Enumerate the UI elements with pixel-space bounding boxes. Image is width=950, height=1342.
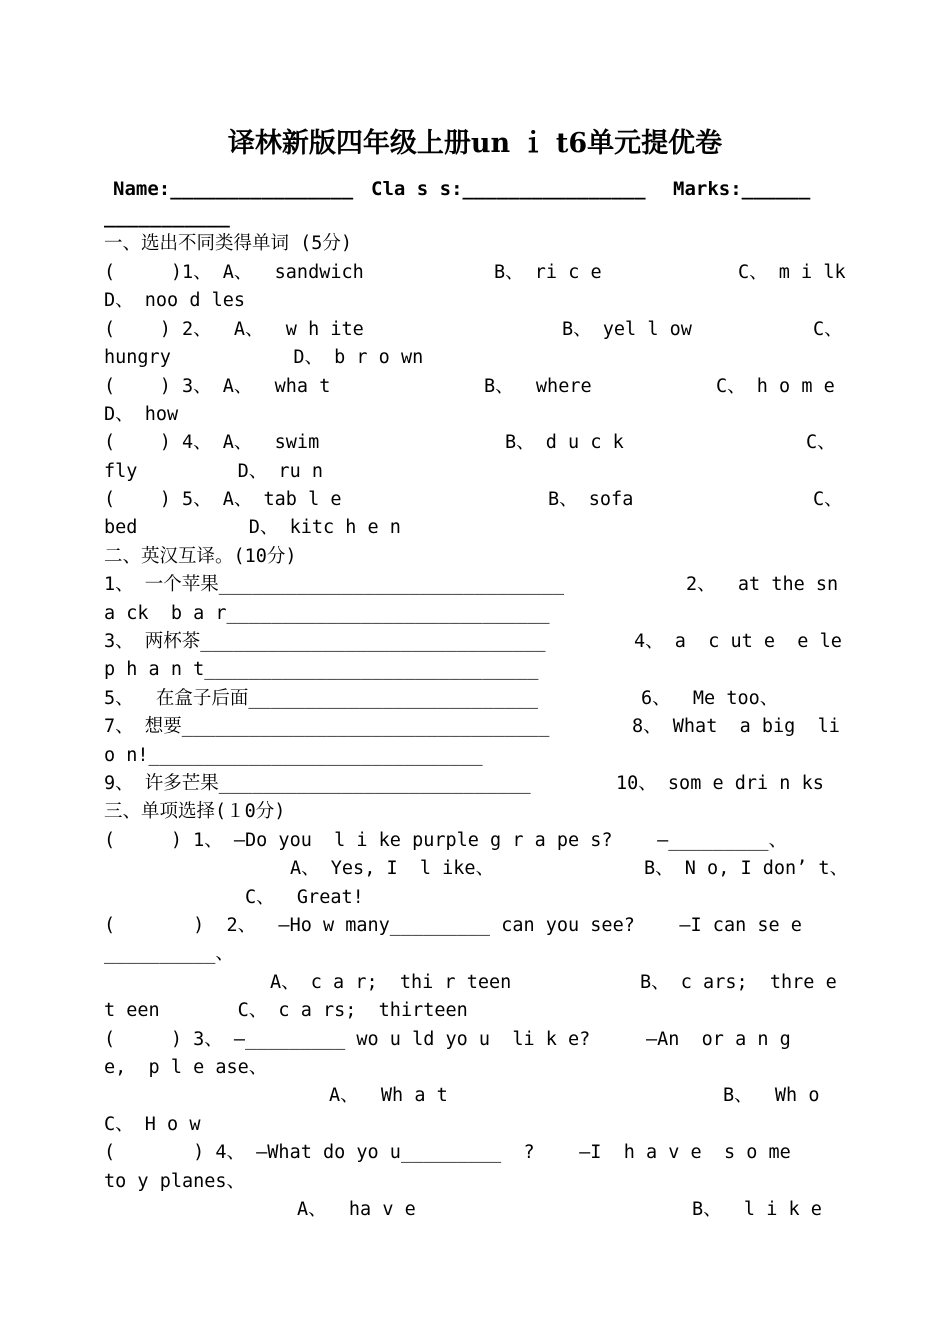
name-field: Name:________________ — [113, 178, 354, 200]
s1-q1-option-b: B、 ri c e — [494, 262, 602, 283]
s2-item-5: 5、 在盒子后面__________________________ — [104, 688, 539, 709]
s3-q3: ( ) 3、 —_________ wo u ld yo u li k e? —An or a n g — [104, 1029, 791, 1050]
s2-item-6: 6、 Me too、 — [641, 688, 779, 709]
s1-q4-option-d: fly D、 ru n — [104, 461, 323, 482]
s1-q5-option-c: C、 — [813, 489, 843, 510]
s3-q4-option-b: B、 l i k e — [692, 1199, 822, 1220]
document-title: 译林新版四年级上册un ｉ t6单元提优卷 — [227, 128, 723, 159]
s2-item-2-continued: a ck b a r_____________________________ — [104, 603, 550, 624]
section2-heading: 二、英汉互译。(10分) — [104, 546, 297, 567]
s2-item-2: 2、 at the sn — [686, 574, 839, 595]
s1-q5-option-d: bed D、 kitc h e n — [104, 517, 401, 538]
s1-q3-option-d: D、 how — [104, 404, 179, 425]
section1-heading: 一、选出不同类得单词 (5分) — [104, 233, 353, 254]
s3-q1-option-b: B、 N o, I don’ t、 — [644, 858, 849, 879]
s2-item-3: 3、 两杯茶_______________________________ — [104, 631, 546, 652]
s1-q2-option-b: B、 yel l ow — [562, 319, 692, 340]
s3-q3-option-a: A、 Wh a t — [329, 1085, 448, 1106]
s3-q1-option-a: A、 Yes, I l ike、 — [290, 858, 495, 879]
s1-q4-option-b: B、 d u c k — [505, 432, 624, 453]
s3-q4: ( ) 4、 —What do yo u_________ ? —I h a v e s o me — [104, 1142, 791, 1163]
s2-item-1: 1、 一个苹果_______________________________ — [104, 574, 565, 595]
s3-q4-continued: to y planes、 — [104, 1171, 246, 1192]
s1-q1: ( )1、 A、 sandwich — [104, 262, 364, 283]
s3-q3-continued: e, p l e ase、 — [104, 1057, 268, 1078]
s2-item-8: 8、 What a big li — [632, 716, 840, 737]
s3-q2-continued: __________、 — [104, 943, 234, 964]
s1-q3-option-c: C、 h o m e — [716, 376, 835, 397]
s1-q2-option-c: C、 — [813, 319, 843, 340]
s1-q2: ( ) 2、 A、 w h ite — [104, 319, 364, 340]
s1-q2-option-d: hungry D、 b r o wn — [104, 347, 424, 368]
marks-field: Marks:______ — [673, 178, 811, 200]
s3-q2: ( ) 2、 —Ho w many_________ can you see? —I can se e — [104, 915, 802, 936]
s3-q2-option-c: t een C、 c a rs; thirteen — [104, 1000, 468, 1021]
s3-q3-option-b: B、 Wh o — [723, 1085, 820, 1106]
s2-item-4-continued: p h a n t______________________________ — [104, 659, 539, 680]
class-field: Cla s s:________________ — [371, 178, 646, 200]
s1-q3-option-b: B、 where — [484, 376, 592, 397]
s3-q1: ( ) 1、 —Do you l i ke purple g r a pe s? —_________、 — [104, 830, 788, 851]
s1-q4-option-c: C、 — [806, 432, 836, 453]
s3-q2-option-a: A、 c a r; thi r teen — [270, 972, 512, 993]
s3-q4-option-a: A、 ha v e — [297, 1199, 416, 1220]
s2-item-9: 9、 许多芒果____________________________ — [104, 773, 531, 794]
section3-heading: 三、单项选择(１0分) — [104, 801, 286, 822]
s1-q1-option-d: D、 noo d les — [104, 290, 246, 311]
s1-q5-option-b: B、 sofa — [548, 489, 634, 510]
s2-item-7: 7、 想要_________________________________ — [104, 716, 550, 737]
s2-item-10: 10、 som e dri n ks — [616, 773, 824, 794]
s1-q3: ( ) 3、 A、 wha t — [104, 376, 331, 397]
s3-q3-option-c: C、 H o w — [104, 1114, 201, 1135]
s2-item-4: 4、 a c ut e e le — [634, 631, 842, 652]
s1-q4: ( ) 4、 A、 swim — [104, 432, 320, 453]
s3-q1-option-c: C、 Great! — [245, 887, 364, 908]
s1-q1-option-c: C、 m i lk — [738, 262, 846, 283]
s1-q5: ( ) 5、 A、 tab l e — [104, 489, 342, 510]
marks-field-continued: ___________ — [104, 206, 230, 228]
s2-item-8-continued: o n!______________________________ — [104, 745, 483, 766]
s3-q2-option-b: B、 c ars; thre e — [640, 972, 837, 993]
